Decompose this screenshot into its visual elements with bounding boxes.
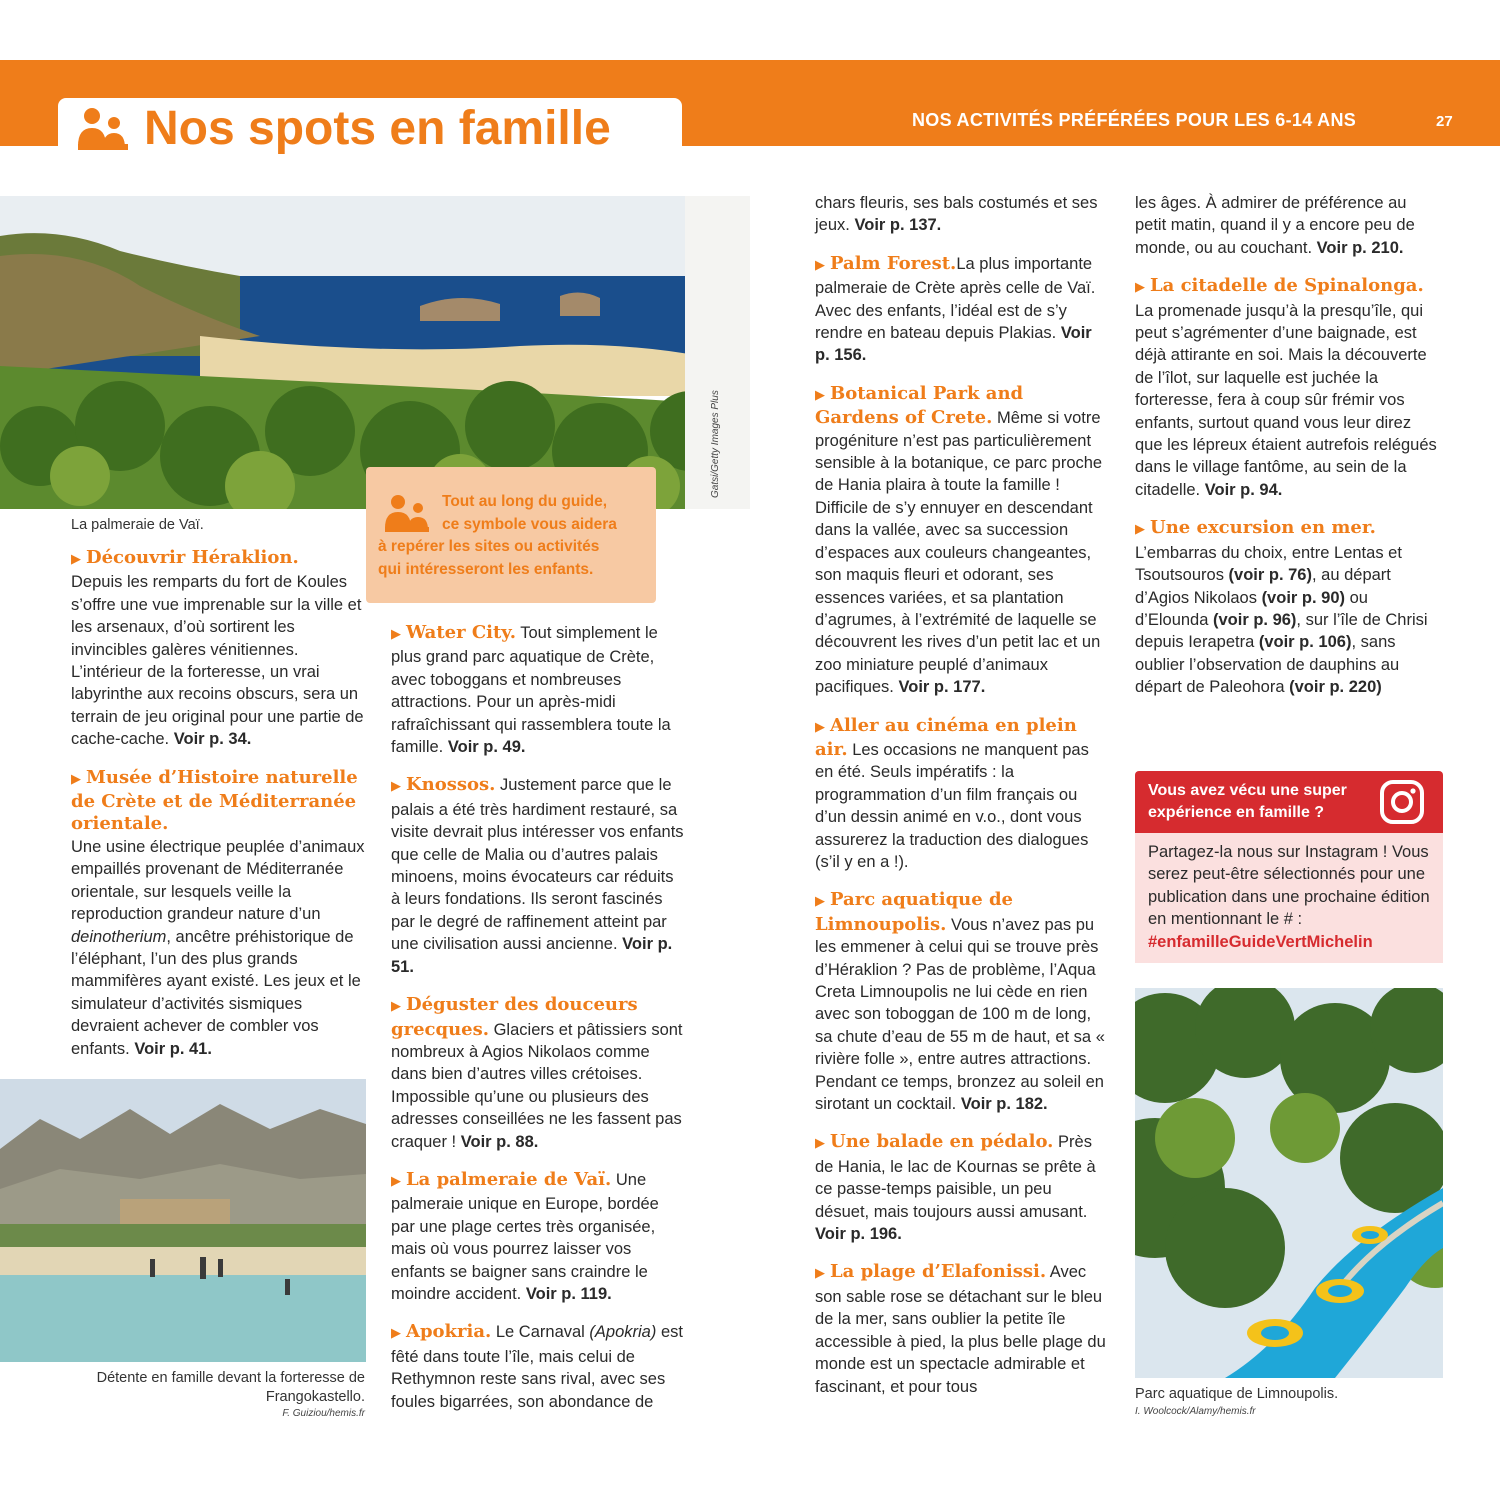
tip-line-1: Tout au long du guide, [442, 493, 608, 510]
limnoupolis-credit: I. Woolcock/Alamy/hemis.fr [1135, 1406, 1256, 1417]
entry-palm-forest [815, 253, 1110, 367]
vai-palm-grove-photo [0, 196, 750, 509]
entry-text: Vous n’avez pas pu les emmener à celui qui se trouve près d’Héraklion ? Pas de problème, l’Aqua Creta Limnoupolis ne lui cède en rien avec son toboggan de 100 m de long, sa chute d’eau de 55 m de haut, et sa « rivière folle », entre autres attractions. Pendant ce temps, bronzez au soleil en sirotant un cocktail. [815, 915, 1105, 1114]
triangle-bullet-icon: ▶ [815, 1266, 825, 1282]
triangle-bullet-icon: ▶ [71, 771, 81, 787]
entry-heading: Musée d’Histoire naturelle de Crète et de Méditerranée orientale. [71, 766, 358, 835]
entry-heading: Aller au cinéma en plein air. [815, 714, 1077, 760]
entry-text: Les occasions ne manquent pas en été. Seuls impératifs : la programmation d’un film français ou d’un dessin animé en v.o., dont vous assurerez la traduction des dialogues (s’il y en a !). [815, 740, 1089, 871]
triangle-bullet-icon: ▶ [815, 387, 825, 403]
page-reference: (voir p. 76) [1228, 566, 1312, 585]
entry-elafonissi-continued [1135, 192, 1440, 259]
triangle-bullet-icon: ▶ [815, 894, 825, 910]
page-reference: (voir p. 96) [1212, 610, 1297, 629]
triangle-bullet-icon: ▶ [391, 1326, 401, 1342]
entry-elafonissi [815, 1261, 1110, 1397]
column-1 [71, 547, 366, 1076]
entry-apokria-continued [815, 192, 1110, 237]
column-3 [815, 192, 1110, 1414]
entry-heading: Une balade en pédalo. [830, 1131, 1054, 1153]
page-reference: Voir p. 51. [391, 935, 673, 976]
page-reference: Voir p. 34. [173, 730, 252, 749]
page-reference: Voir p. 41. [134, 1039, 212, 1058]
vai-photo-credit: Gatsi/Getty Images Plus [710, 390, 721, 498]
entry-text: La plus importante palmeraie de Crète après celle de Vaï. Avec des enfants, l’idéal est de s’y rendre en bateau depuis Plakias. [815, 254, 1096, 343]
triangle-bullet-icon: ▶ [1135, 522, 1145, 538]
entry-vai-palm-grove [391, 1169, 686, 1305]
triangle-bullet-icon: ▶ [391, 779, 401, 795]
entry-text: , ancêtre préhistorique de l’éléphant, l’un des plus grands mammifères ayant existé. Les jeux et le simulateur d’activités sismiques devraient achever de combler vos enfants. [71, 927, 361, 1058]
triangle-bullet-icon: ▶ [815, 1136, 825, 1152]
entry-greek-sweets [391, 994, 686, 1153]
entry-limnoupolis [815, 889, 1110, 1115]
entry-text: Tout simplement le plus grand parc aquatique de Crète, avec toboggans et nombreuses attractions. Pour un après-midi rafraîchissant qui rassemblera toute la famille. [391, 624, 671, 757]
entry-text: Depuis les remparts du fort de Koules s’offre une vue imprenable sur la ville et les arsenaux, d’où sortirent les invincibles galères vénitiennes. L’intérieur de la forteresse, un vrai labyrinthe aux recoins obscurs, sera un terrain de jeu original pour une partie de cache-cache. [71, 573, 364, 749]
entry-text: Près de Hania, le lac de Kournas se prête à ce passe-temps paisible, un peu désuet, mais toujours aussi amusant. [815, 1133, 1096, 1221]
instagram-text: Partagez-la nous sur Instagram ! Vous serez peut-être sélectionnés pour une publication dans une prochaine édition en mentionnant le # : [1148, 843, 1430, 929]
entry-sea-excursion [1135, 517, 1440, 698]
entry-text-italic: (Apokria) [589, 1323, 657, 1342]
tip-text [378, 491, 650, 581]
entry-text: les âges. À admirer de préférence au petit matin, quand il y a encore peu de monde, ou au couchant. [1135, 194, 1415, 257]
triangle-bullet-icon: ▶ [71, 552, 81, 567]
entry-text: L’embarras du choix, entre Lentas et Tsoutsouros [1135, 543, 1402, 585]
instagram-box-title: Vous avez vécu une super expérience en famille ? [1148, 782, 1347, 821]
frangokastello-illustration [0, 1079, 366, 1362]
family-icon [76, 106, 132, 152]
page-reference: Voir p. 177. [898, 678, 986, 697]
entry-text: Une palmeraie unique en Europe, bordée par une plage certes très organisée, mais où vous pourrez laisser vos enfants se baigner sans craindre le moindre accident. [391, 1170, 659, 1303]
instagram-box-text [1148, 841, 1440, 953]
page-number: 27 [1436, 113, 1453, 130]
page-reference: Voir p. 196. [815, 1225, 902, 1244]
tip-line-2: ce symbole vous aidera [442, 515, 617, 533]
entry-text: Même si votre progéniture n’est pas particulièrement sensible à la botanique, ce parc proche de Hania plaira à toute la famille ! Difficile de s’y ennuyer en descendant dans la vallée, avec sa succession d’espaces aux couleurs changeantes, son maquis fleuri et odorant, ses essences variées, et sa plantation d’agrumes, à l’extrémité de laquelle se découvrent les rives d’un petit lac et un zoo miniature peuplé d’animaux pacifiques. [815, 409, 1103, 697]
page-reference: Voir p. 182. [960, 1095, 1048, 1114]
entry-open-air-cinema [815, 715, 1110, 874]
instagram-box-body [1135, 833, 1443, 963]
entry-text: Glaciers et pâtissiers sont nombreux à Agios Nikolaos comme dans bien d’autres villes crétoises. Impossible qu’une ou plusieurs des adresses conseillées ne les fassent pas craquer ! [391, 1020, 683, 1151]
limnoupolis-illustration [1135, 988, 1443, 1378]
entry-apokria [391, 1321, 686, 1413]
entry-heading: La plage d’Elafonissi. [830, 1261, 1047, 1283]
column-2 [391, 622, 686, 1429]
page-reference: Voir p. 137. [854, 216, 942, 235]
entry-natural-history-museum [71, 767, 366, 1060]
caption-line-2: Frangokastello. [265, 1389, 365, 1405]
tip-line-4: qui intéresseront les enfants. [378, 560, 594, 578]
entry-text: est fêté dans toute l’île, mais celui de Rethymnon reste sans rival, avec ses foules bigarrées, son abondance de [391, 1323, 683, 1411]
triangle-bullet-icon: ▶ [391, 999, 401, 1015]
entry-heading: Botanical Park and Gardens of Crete. [815, 382, 1024, 429]
limnoupolis-caption: Parc aquatique de Limnoupolis. [1135, 1386, 1339, 1402]
triangle-bullet-icon: ▶ [391, 627, 401, 642]
frangokastello-caption [0, 1369, 365, 1407]
entry-text: chars fleuris, ses bals costumés et ses jeux. [815, 194, 1098, 235]
page-reference: (voir p. 90) [1261, 588, 1345, 607]
page-reference: Voir p. 210. [1316, 238, 1404, 257]
entry-text: , au départ d’Agios Nikolaos [1135, 566, 1391, 607]
entry-heading: Water City. [406, 622, 516, 643]
page-reference: Voir p. 94. [1204, 480, 1283, 499]
column-4 [1135, 192, 1440, 715]
page-title: Nos spots en famille [144, 102, 611, 155]
entry-pedalo [815, 1131, 1110, 1245]
caption-line-1: Détente en famille devant la forteresse de [96, 1370, 365, 1386]
entry-spinalonga [1135, 275, 1440, 501]
entry-botanical-park [815, 383, 1110, 699]
section-subtitle: NOS ACTIVITÉS PRÉFÉRÉES POUR LES 6-14 ANS [912, 110, 1357, 130]
entry-text: Avec son sable rose se détachant sur le bleu de la mer, sans oublier la petite île accessible à pied, la plus belle plage du monde est un spectacle admirable et fascinant, et pour tous [815, 1263, 1106, 1396]
instagram-hashtag: #enfamilleGuideVertMichelin [1148, 932, 1373, 951]
entry-text: Le Carnaval [491, 1323, 590, 1342]
entry-heading: Parc aquatique de Limnoupolis. [815, 889, 1014, 935]
tip-line-3: à repérer les sites ou activités [378, 538, 600, 555]
vai-photo-illustration [0, 196, 750, 509]
triangle-bullet-icon: ▶ [1135, 280, 1145, 296]
instagram-icon [1379, 779, 1425, 825]
entry-text: , sur l’île de Chrisi depuis Ierapetra [1135, 610, 1428, 652]
entry-text: La promenade jusqu’à la presqu’île, qui peut s’agrémenter d’une baignade, est déjà attirante en soi. Mais la découverte de l’îlot, sur laquelle est juchée la forteresse, fera à coup sûr frémir vos enfants, surtout quand vous leur direz que les lépreux étaient autrefois relégués dans le village fantôme, au sein de la citadelle. [1135, 301, 1437, 499]
page-reference: (voir p. 220) [1289, 678, 1382, 697]
page-reference: Voir p. 49. [447, 738, 526, 757]
vai-photo-caption: La palmeraie de Vaï. [71, 517, 204, 533]
frangokastello-photo [0, 1079, 366, 1362]
entry-text-italic: deinotherium [71, 927, 167, 946]
entry-heading: Apokria. [406, 1321, 492, 1343]
limnoupolis-photo [1135, 988, 1443, 1378]
page-reference: Voir p. 119. [525, 1284, 612, 1303]
page-reference: Voir p. 156. [815, 324, 1092, 365]
frangokastello-credit: F. Guiziou/hemis.fr [282, 1408, 365, 1419]
page-reference: Voir p. 88. [460, 1132, 539, 1151]
entry-heading: La palmeraie de Vaï. [406, 1168, 612, 1190]
entry-text: , sans oublier l’observation de dauphins au départ de Paleohora [1135, 633, 1400, 697]
instagram-box-header [1135, 771, 1443, 833]
page-reference: (voir p. 106) [1258, 633, 1352, 652]
entry-heraklion [71, 547, 366, 751]
entry-text: ou d’Elounda [1135, 588, 1368, 629]
entry-text: Une usine électrique peuplée d’animaux empaillés provenant de Méditerranée orientale, sur lesquels veille la reproduction grandeur nature d’un [71, 837, 365, 924]
triangle-bullet-icon: ▶ [815, 257, 825, 273]
entry-text: Justement parce que le palais a été très hardiment restauré, sa visite devrait plus intéresser vos enfants que celle de Malia ou d’autres palais minoens, moins évocateurs car réduits à leurs fondations. Ils seront fascinés par le degré de raffinement atteint par une civilisation aussi ancienne. [391, 776, 684, 954]
family-symbol-tip [366, 467, 656, 603]
entry-heading: La citadelle de Spinalonga. [1150, 275, 1424, 297]
triangle-bullet-icon: ▶ [815, 719, 825, 735]
entry-heading: Palm Forest. [830, 252, 957, 274]
entry-heading: Knossos. [406, 774, 496, 796]
entry-heading: Une excursion en mer. [1150, 517, 1376, 539]
entry-water-city [391, 622, 686, 758]
entry-knossos [391, 774, 686, 978]
entry-heading: Découvrir Héraklion. [86, 547, 299, 568]
triangle-bullet-icon: ▶ [391, 1173, 401, 1189]
entry-heading: Déguster des douceurs grecques. [391, 994, 638, 1040]
